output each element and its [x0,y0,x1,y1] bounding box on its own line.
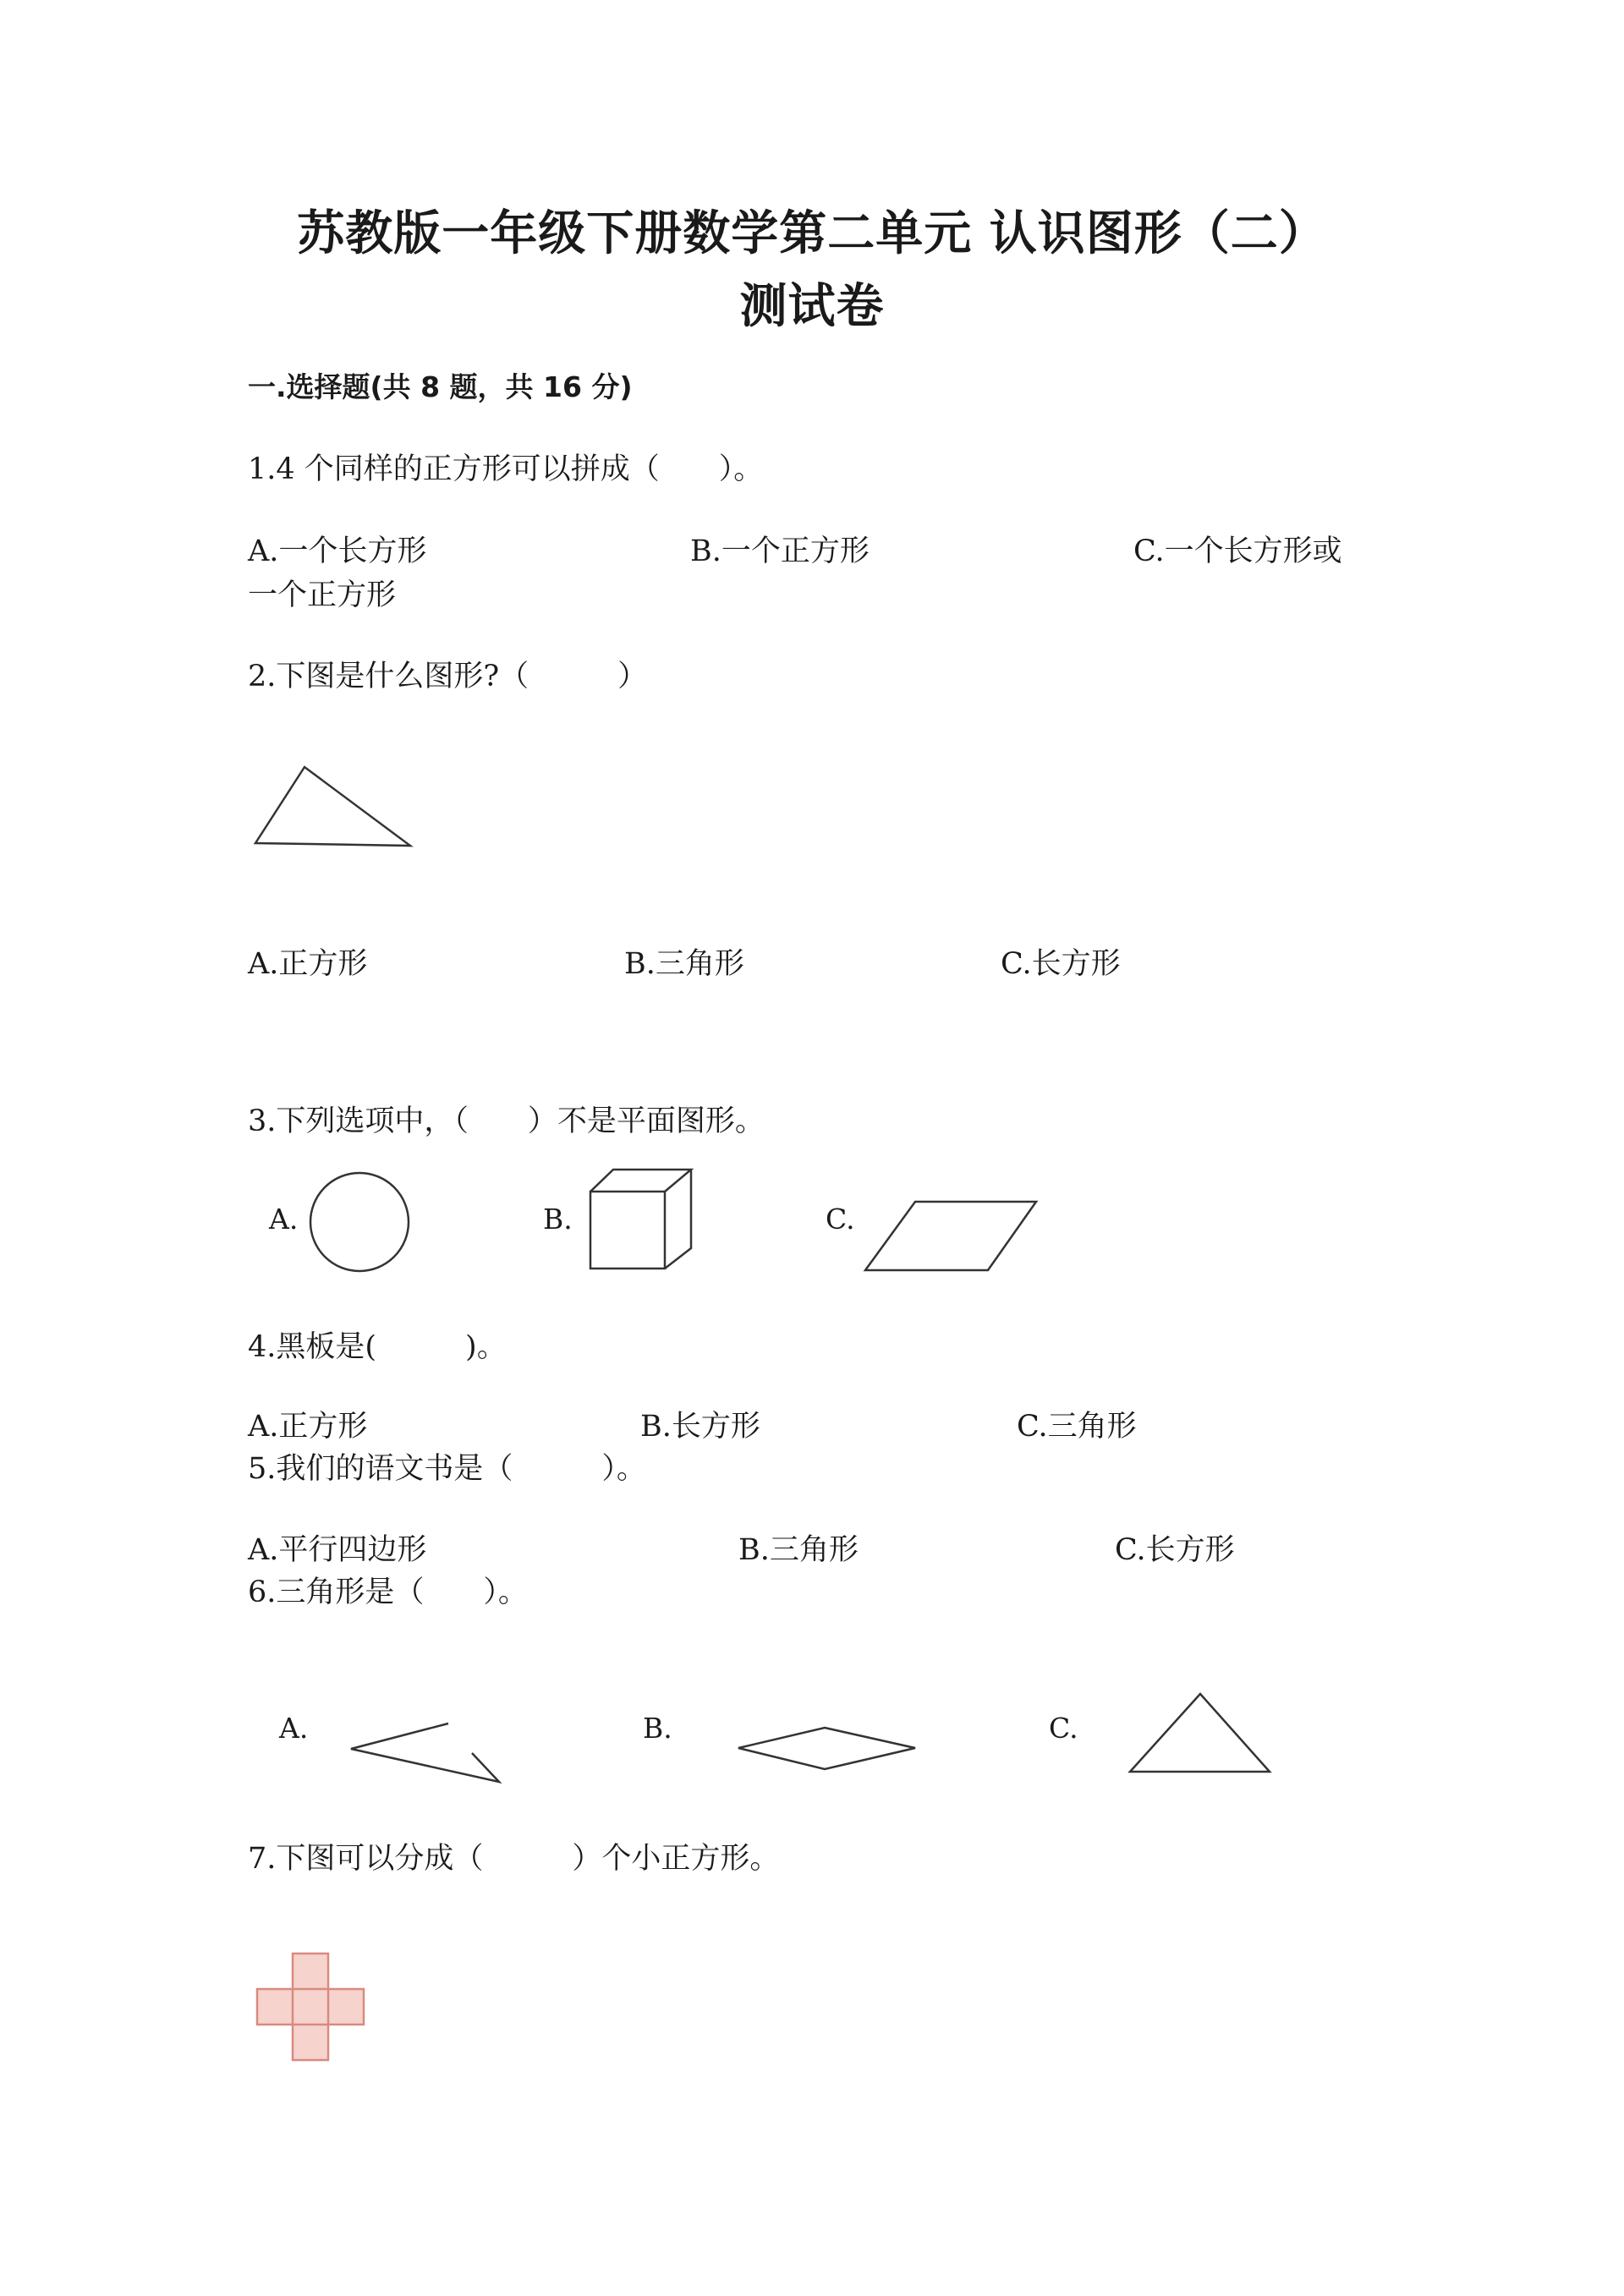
q4-option-b[interactable]: B.长方形 [640,1410,760,1444]
q3-parallelogram-figure [863,1199,1040,1274]
question-5: 5.我们的语文书是（ ）。 [248,1452,646,1486]
question-3: 3.下列选项中，（ ）不是平面图形。 [248,1104,765,1138]
section-heading: 一.选择题(共 8 题，共 16 分) [248,370,633,403]
q1-option-b[interactable]: B.一个正方形 [690,534,870,568]
q4-option-c[interactable]: C.三角形 [1017,1410,1137,1444]
q1-option-c-continued: 一个正方形 [248,578,397,612]
q7-cross-shape-figure [254,1945,372,2063]
q6-option-b[interactable]: B. [643,1712,672,1745]
q4-option-a[interactable]: A.正方形 [248,1410,368,1444]
question-2: 2.下图是什么图形?（ ） [248,660,648,693]
q2-triangle-figure [254,765,414,850]
q6-option-a[interactable]: A. [279,1712,309,1745]
page-title: 苏教版一年级下册数学第二单元 认识图形（二） [297,206,1327,261]
q3-option-c[interactable]: C. [826,1203,855,1236]
q2-option-b[interactable]: B.三角形 [624,947,744,981]
question-6: 6.三角形是（ ）。 [248,1575,528,1609]
q3-cube-figure [588,1167,694,1273]
q6-rhombus-figure [736,1725,918,1774]
q6-option-c[interactable]: C. [1049,1712,1078,1745]
q3-circle-figure [309,1171,412,1274]
q3-option-a[interactable]: A. [269,1203,299,1236]
question-7: 7.下图可以分成（ ）个小正方形。 [248,1842,780,1876]
q6-triangle-figure [1127,1691,1273,1776]
q2-option-c[interactable]: C.长方形 [1001,947,1121,981]
q5-option-a[interactable]: A.平行四边形 [248,1533,427,1567]
q1-option-a[interactable]: A.一个长方形 [248,534,427,568]
q1-option-c[interactable]: C.一个长方形或 [1133,534,1342,568]
q5-option-b[interactable]: B.三角形 [738,1533,859,1567]
q5-option-c[interactable]: C.长方形 [1115,1533,1235,1567]
q6-open-shape-figure [347,1721,503,1789]
question-4: 4.黑板是( )。 [248,1330,507,1364]
q2-option-a[interactable]: A.正方形 [248,947,368,981]
q3-option-b[interactable]: B. [543,1203,573,1236]
page-subtitle: 测试卷 [739,279,885,334]
question-1: 1.4 个同样的正方形可以拼成（ ）。 [248,452,764,486]
